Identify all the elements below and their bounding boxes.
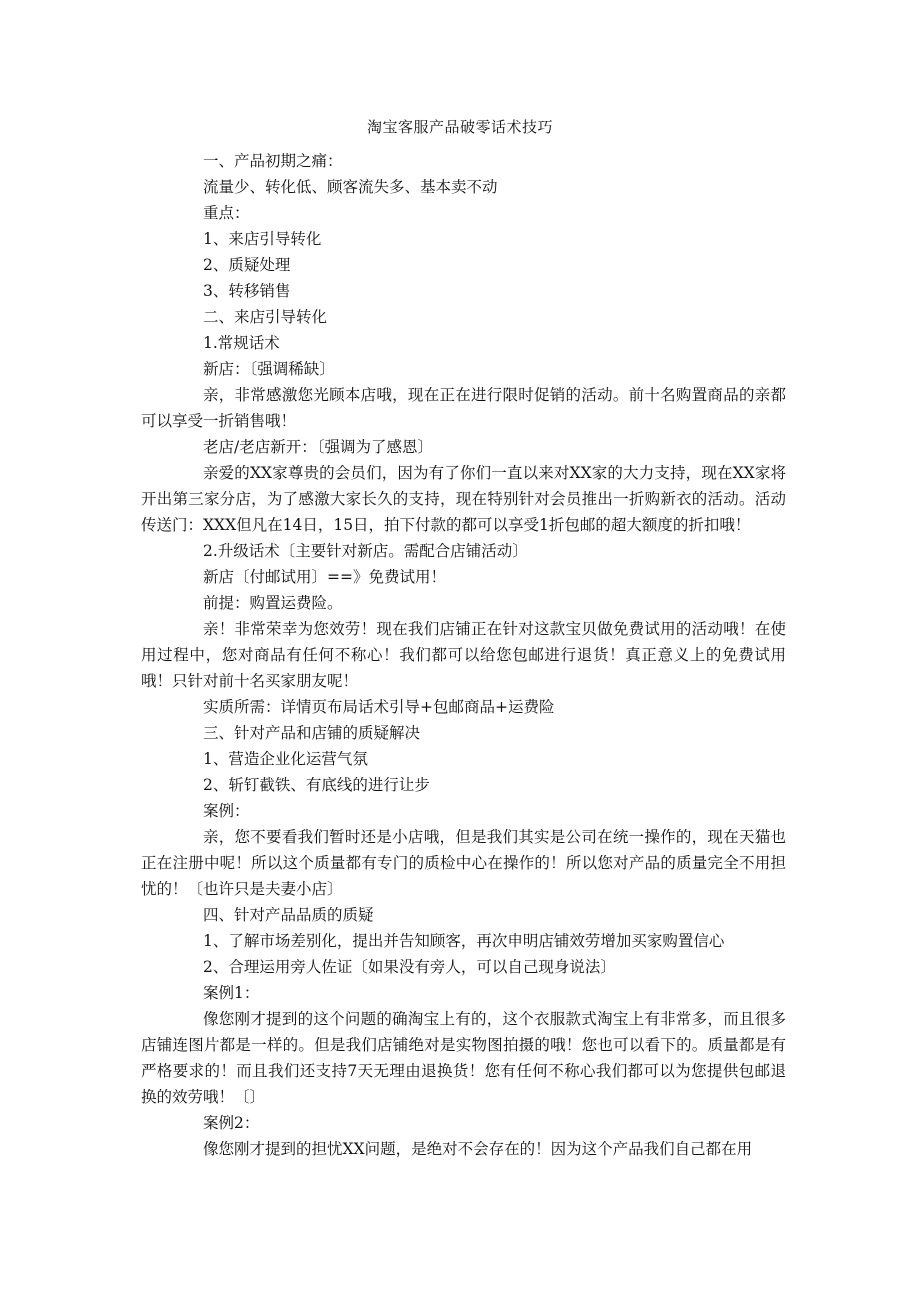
- text-line: 案例：: [203, 802, 250, 820]
- section-heading: 一、产品初期之痛：: [203, 152, 343, 170]
- list-item: 3、转移销售: [203, 282, 291, 300]
- document-body: [141, 148, 786, 1162]
- list-item: 1、来店引导转化: [203, 230, 322, 248]
- paragraph: 像您刚才提到的担忧XX问题，是绝对不会存在的！因为这个产品我们自己都在用: [203, 1140, 753, 1158]
- list-item: 1、营造企业化运营气氛: [203, 750, 368, 768]
- text-line: 新店〔付邮试用〕==》免费试用！: [203, 568, 446, 586]
- text-line: 流量少、转化低、顾客流失多、基本卖不动: [203, 178, 498, 196]
- list-item: 2、质疑处理: [203, 256, 291, 274]
- text-line: 前提：购置运费险。: [203, 594, 343, 612]
- subsection-heading: 1.常规话术: [203, 334, 280, 352]
- list-item: 2、斩钉截铁、有底线的进行让步: [203, 776, 430, 794]
- list-item: 2、合理运用旁人佐证〔如果没有旁人，可以自己现身说法〕: [203, 958, 616, 976]
- paragraph: 亲，非常感激您光顾本店哦，现在正在进行限时促销的活动。前十名购置商品的亲都可以享受一折销售哦！: [141, 386, 786, 430]
- section-heading: 四、针对产品品质的质疑: [203, 906, 374, 924]
- text-line: 重点：: [203, 204, 250, 222]
- paragraph: 像您刚才提到的这个问题的确淘宝上有的，这个衣服款式淘宝上有非常多，而且很多店铺连图片都是一样的。但是我们店铺绝对是实物图拍摄的哦！您也可以看下的。质量都是有严格要求的！而且我们还支持7天无理由退换货！您有任何不称心我们都可以为您提供包邮退换的效劳哦！〔〕: [141, 1010, 786, 1106]
- text-line: 老店/老店新开：〔强调为了感恩〕: [203, 438, 433, 456]
- text-line: 案例2：: [203, 1114, 260, 1132]
- section-heading: 二、来店引导转化: [203, 308, 328, 326]
- text-line: 实质所需：详情页布局话术引导+包邮商品+运费险: [203, 698, 555, 716]
- list-item: 1、了解市场差别化，提出并告知顾客，再次申明店铺效劳增加买家购置信心: [203, 932, 725, 950]
- document-title: 淘宝客服产品破零话术技巧: [366, 118, 553, 136]
- subsection-heading: 2.升级话术〔主要针对新店。需配合店铺活动〕: [203, 542, 528, 560]
- text-line: 新店：〔强调稀缺〕: [203, 360, 335, 378]
- section-heading: 三、针对产品和店铺的质疑解决: [203, 724, 421, 742]
- paragraph: 亲爱的XX家尊贵的会员们，因为有了你们一直以来对XX家的大力支持，现在XX家将开出第三家分店，为了感激大家长久的支持，现在特别针对会员推出一折购新衣的活动。活动传送门：XXX但凡在14日，15日，拍下付款的都可以享受1折包邮的超大额度的折扣哦！: [141, 464, 786, 534]
- text-line: 案例1：: [203, 984, 260, 1002]
- paragraph: 亲，您不要看我们暂时还是小店哦，但是我们其实是公司在统一操作的，现在天猫也正在注册中呢！所以这个质量都有专门的质检中心在操作的！所以您对产品的质量完全不用担忧的！〔也许只是夫妻小店〕: [141, 828, 786, 898]
- paragraph: 亲！非常荣幸为您效劳！现在我们店铺正在针对这款宝贝做免费试用的活动哦！在使用过程中，您对商品有任何不称心！我们都可以给您包邮进行退货！真正意义上的免费试用哦！只针对前十名买家朋友呢！: [141, 620, 786, 690]
